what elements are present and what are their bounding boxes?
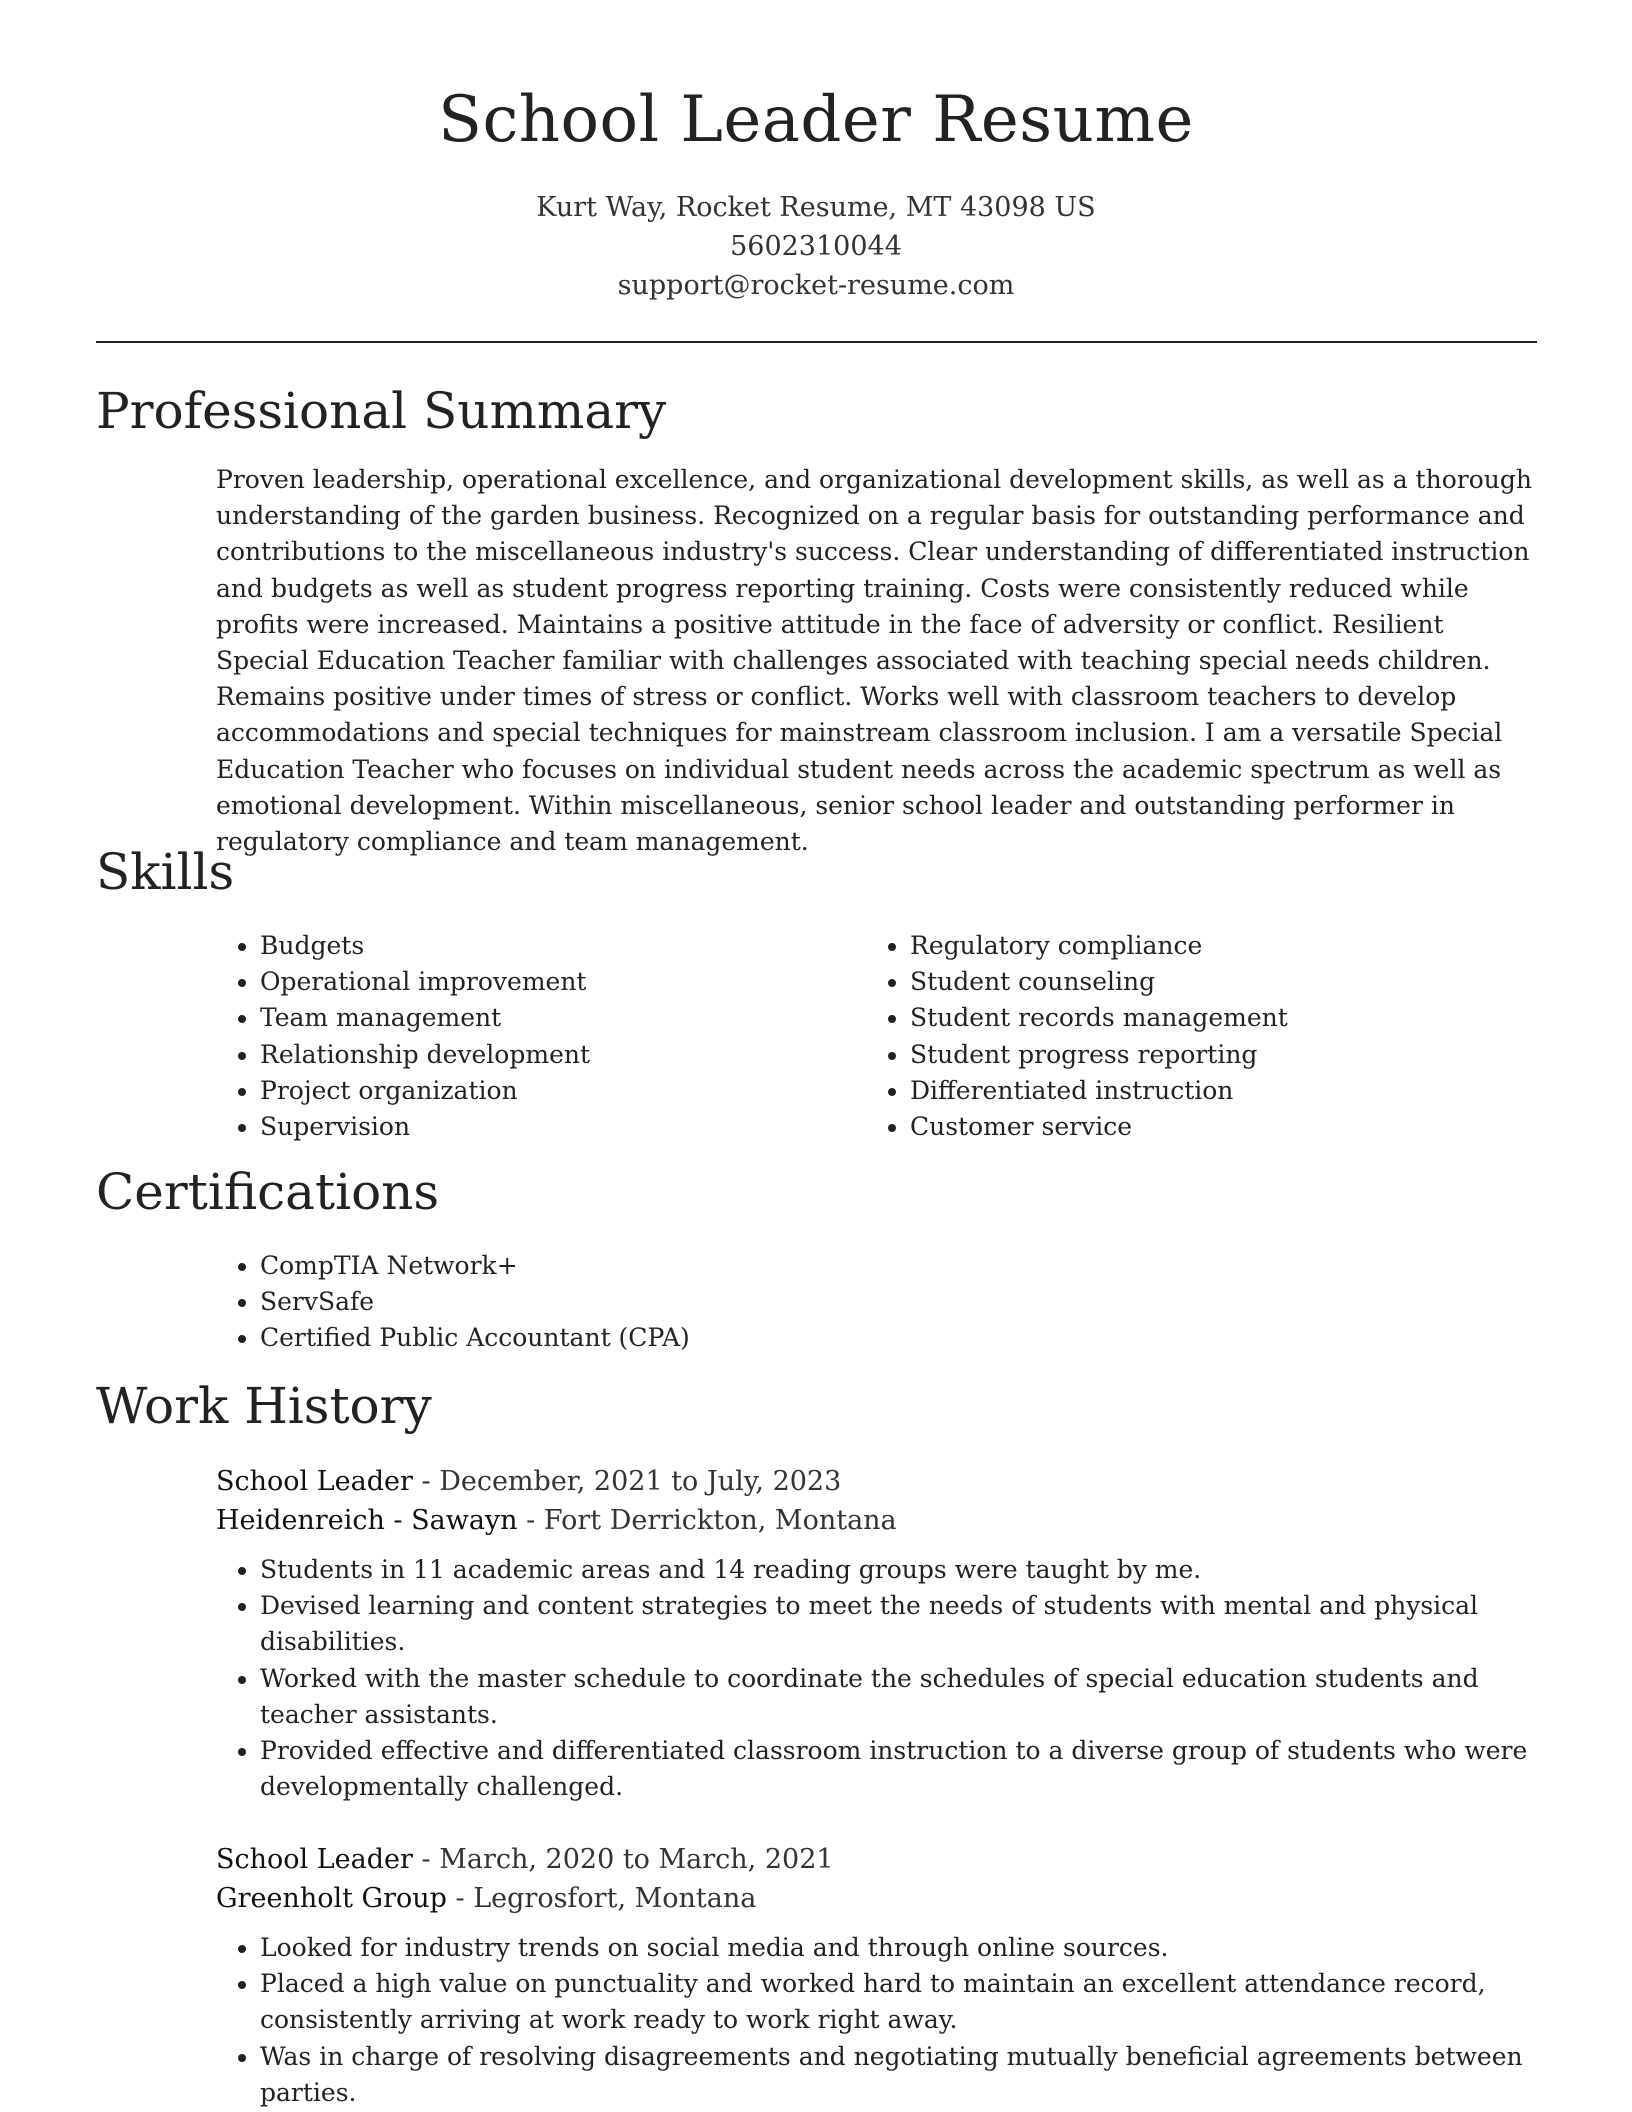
job-employer: Greenholt Group (216, 1883, 447, 1914)
header-divider (96, 341, 1537, 343)
summary-text: Proven leadership, operational excellence, and organizational development skills, as well as a thorough understanding of the garden business. Recognized on a regular basis for outstanding performance and contributions to the miscellaneous industry's success. Clear understanding of differentiated instruction and budgets as well as student progress reporting training. Costs were consistently reduced while profits were increased. Maintains a positive attitude in the face of adversity or conflict. Resilient Special Education Teacher familiar with challenges associated with teaching special needs children. Remains positive under times of stress or conflict. Works well with classroom teachers to develop accommodations and special techniques for mainstream classroom inclusion. I am a versatile Special Education Teacher who focuses on individual student needs across the academic spectrum as well as emotional development. Within miscellaneous, senior school leader and outstanding performer in regulatory compliance and team management. (216, 465, 1532, 857)
job-bullet: • Looked for industry trends on social media and through online sources. (260, 1930, 1536, 1966)
job-employer-line (216, 1879, 1536, 1918)
job-dates: - December, 2021 to July, 2023 (412, 1466, 842, 1497)
contact-block (0, 188, 1632, 305)
certification-item: • CompTIA Network+ (260, 1248, 1060, 1284)
certification-item: • ServSafe (260, 1284, 1060, 1320)
summary-heading: Professional Summary (96, 382, 667, 440)
skill-item: • Differentiated instruction (910, 1073, 1530, 1109)
job-bullets (216, 1930, 1536, 2111)
job-title: School Leader (216, 1844, 413, 1875)
skills-list-left (216, 928, 820, 1145)
job-dates: - March, 2020 to March, 2021 (412, 1844, 834, 1875)
job-entry (216, 1462, 1536, 1805)
job-bullet: • Was in charge of resolving disagreements and negotiating mutually beneficial agreements between parties. (260, 2039, 1536, 2111)
job-employer: Heidenreich - Sawayn (216, 1505, 518, 1536)
contact-address: Kurt Way, Rocket Resume, MT 43098 US (536, 192, 1096, 223)
skill-item: • Relationship development (260, 1037, 820, 1073)
skill-item: • Budgets (260, 928, 820, 964)
job-bullets (216, 1552, 1536, 1805)
skill-item: • Regulatory compliance (910, 928, 1530, 964)
resume-header (0, 80, 1632, 305)
skill-item: • Team management (260, 1000, 820, 1036)
skill-item: • Student progress reporting (910, 1037, 1530, 1073)
resume-title: School Leader Resume (438, 83, 1194, 157)
job-employer-line (216, 1501, 1536, 1540)
skills-heading: Skills (96, 843, 235, 901)
certifications-list (216, 1248, 1060, 1357)
job-location: - Legrosfort, Montana (446, 1883, 757, 1914)
certification-item: • Certified Public Accountant (CPA) (260, 1320, 1060, 1356)
skills-list-right (866, 928, 1530, 1145)
contact-email: support@rocket-resume.com (617, 270, 1015, 301)
skill-item: • Customer service (910, 1109, 1530, 1145)
job-title: School Leader (216, 1466, 413, 1497)
contact-phone: 5602310044 (730, 231, 902, 262)
job-location: - Fort Derrickton, Montana (517, 1505, 897, 1536)
job-entry (216, 1840, 1536, 2111)
job-bullet: • Placed a high value on punctuality and worked hard to maintain an excellent attendance record, consistently arriving at work ready to work right away. (260, 1966, 1536, 2038)
work-history-heading: Work History (96, 1377, 432, 1435)
job-bullet: • Provided effective and differentiated classroom instruction to a diverse group of students who were developmentally challenged. (260, 1733, 1536, 1805)
skill-item: • Student counseling (910, 964, 1530, 1000)
job-bullet: • Students in 11 academic areas and 14 reading groups were taught by me. (260, 1552, 1536, 1588)
skill-item: • Supervision (260, 1109, 820, 1145)
job-bullet: • Worked with the master schedule to coordinate the schedules of special education students and teacher assistants. (260, 1661, 1536, 1733)
certifications-heading: Certifications (96, 1163, 440, 1221)
skill-item: • Project organization (260, 1073, 820, 1109)
job-bullet: • Devised learning and content strategies to meet the needs of students with mental and physical disabilities. (260, 1588, 1536, 1660)
skill-item: • Student records management (910, 1000, 1530, 1036)
skill-item: • Operational improvement (260, 964, 820, 1000)
job-title-line (216, 1840, 1536, 1879)
job-title-line (216, 1462, 1536, 1501)
